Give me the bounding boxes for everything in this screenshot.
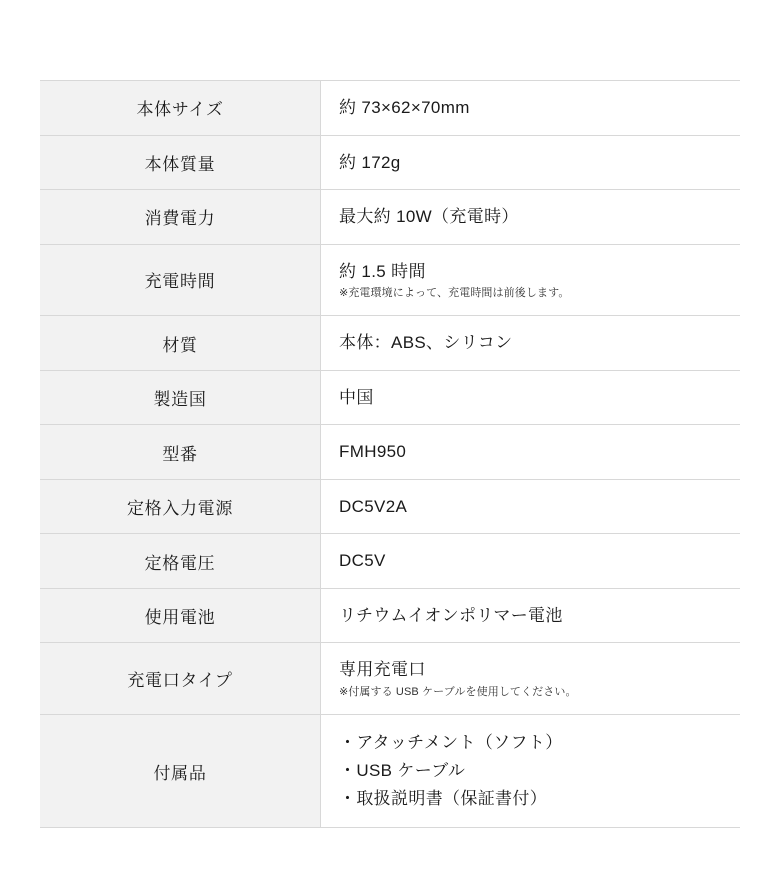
spec-value-body-size — [321, 81, 741, 136]
table-row — [40, 244, 740, 316]
table-row — [40, 425, 740, 480]
spec-label-model-number: 型番 — [40, 425, 321, 480]
spec-label-rated-input-power: 定格入力電源 — [40, 479, 321, 534]
spec-value-rated-input-power — [321, 479, 741, 534]
spec-value-text: 専用充電口 — [339, 660, 426, 680]
spec-value-power-consumption — [321, 190, 741, 245]
spec-value-accessories — [321, 715, 741, 828]
spec-label-body-size: 本体サイズ — [40, 81, 321, 136]
table-row — [40, 370, 740, 425]
accessory-item: ・USB ケーブル — [339, 761, 466, 781]
spec-value-model-number — [321, 425, 741, 480]
spec-value-note: ※充電環境によって、充電時間は前後します。 — [339, 287, 570, 299]
spec-table-container — [40, 80, 740, 828]
table-row — [40, 534, 740, 589]
table-row — [40, 479, 740, 534]
spec-value-material — [321, 316, 741, 371]
spec-value-text: DC5V2A — [339, 496, 408, 516]
table-row — [40, 643, 740, 715]
spec-value-text: 約 73×62×70mm — [339, 98, 470, 117]
spec-value-charging-port-type — [321, 643, 741, 715]
table-row — [40, 81, 740, 136]
spec-value-rated-voltage — [321, 534, 741, 589]
spec-value-text: 中国 — [339, 387, 374, 407]
table-row — [40, 316, 740, 371]
spec-value-note: ※付属する USB ケーブルを使用してください。 — [339, 685, 577, 698]
spec-label-charging-port-type: 充電口タイプ — [40, 643, 321, 715]
spec-value-body-weight — [321, 135, 741, 190]
spec-value-text: 約 172g — [339, 152, 401, 172]
spec-value-text: 約 1.5 時間 — [339, 261, 426, 281]
spec-value-text: DC5V — [339, 551, 386, 571]
spec-label-battery: 使用電池 — [40, 588, 321, 643]
spec-value-text: リチウムイオンポリマー電池 — [339, 605, 563, 625]
spec-label-body-weight: 本体質量 — [40, 135, 321, 190]
spec-value-battery — [321, 588, 741, 643]
table-row — [40, 135, 740, 190]
spec-label-material: 材質 — [40, 316, 321, 371]
specification-table — [40, 80, 740, 828]
spec-label-country-of-manufacture: 製造国 — [40, 370, 321, 425]
table-row — [40, 588, 740, 643]
spec-label-accessories: 付属品 — [40, 715, 321, 828]
spec-value-text: 本体：ABS、シリコン — [339, 333, 513, 353]
spec-label-power-consumption: 消費電力 — [40, 190, 321, 245]
accessory-item: ・アタッチメント（ソフト） — [339, 733, 563, 753]
spec-value-country-of-manufacture — [321, 370, 741, 425]
spec-table-body — [40, 81, 740, 828]
spec-label-rated-voltage: 定格電圧 — [40, 534, 321, 589]
accessory-item: ・取扱説明書（保証書付） — [339, 789, 548, 809]
spec-value-text: FMH950 — [339, 442, 407, 462]
table-row — [40, 190, 740, 245]
table-row — [40, 715, 740, 828]
spec-value-charge-time — [321, 244, 741, 316]
spec-value-text: 最大約 10W（充電時） — [339, 207, 519, 226]
spec-label-charge-time: 充電時間 — [40, 244, 321, 316]
